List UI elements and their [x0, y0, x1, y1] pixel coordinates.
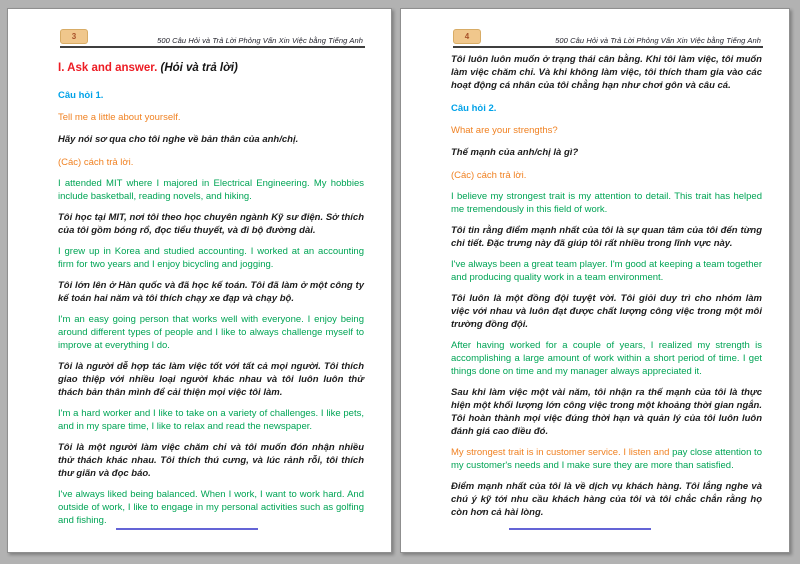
answer-paragraph-en: I'm an easy going person that works well with everyone. I enjoy being around different types of people and I like to always challenge myself to improve at everything I do. — [58, 314, 364, 351]
question-text-vi: Hãy nói sơ qua cho tôi nghe về bản thân của anh/chị. — [58, 134, 299, 145]
footer-divider — [509, 528, 651, 530]
page-content — [451, 53, 762, 527]
question-number-label: Câu hỏi 1. — [58, 90, 104, 101]
answer-paragraph-vi: Tôi là người dễ hợp tác làm việc tốt với tất cả mọi người. Tôi thích giao thiệp với nhiều loại người khác nhau và tôi luôn luôn thử thách bản thân mình để cải thiện mọi việc tôi làm. — [58, 361, 364, 398]
answer-paragraph-en: I believe my strongest trait is my attention to detail. This trait has helped me tremendously in this field of work. — [451, 191, 762, 215]
page-number-badge: 4 — [453, 29, 481, 44]
answer-paragraph-mixed — [451, 446, 762, 472]
question-text-en: What are your strengths? — [451, 125, 558, 136]
page-header — [453, 29, 763, 48]
page — [400, 8, 790, 553]
section-heading — [58, 61, 364, 75]
answers-label: (Các) cách trả lời. — [451, 170, 527, 181]
answer-paragraph-en: After having worked for a couple of years, I realized my strength is accomplishing a large amount of work within a short period of time. I get things done on time and my manager always appreciated it. — [451, 340, 762, 377]
answer-paragraph-vi: Tôi luôn là một đồng đội tuyệt vời. Tôi giỏi duy trì cho nhóm làm việc với nhau và luôn đạt được chất lượng công việc trong một môi trường đồng đội. — [451, 293, 762, 330]
answer-paragraph-en: I've always liked being balanced. When I work, I want to work hard. And outside of work, I like to engage in my personal activities such as golfing and fishing. — [58, 489, 364, 526]
question-number-label: Câu hỏi 2. — [451, 103, 497, 114]
section-heading-part: (Hỏi và trả lời) — [160, 62, 238, 74]
answer-paragraph-en: I attended MIT where I majored in Electrical Engineering. My hobbies include basketball, reading novels, and hiking. — [58, 178, 364, 202]
answer-paragraph-en: I grew up in Korea and studied accounting. I worked at an accounting firm for two years and I enjoy bicycling and jogging. — [58, 246, 364, 270]
question-text-vi: Thế mạnh của anh/chị là gì? — [451, 147, 579, 158]
answer-paragraph-en: I've always been a great team player. I'm good at keeping a team together and producing quality work in a team environment. — [451, 259, 762, 283]
answer-paragraph-vi: Tôi là một người làm việc chăm chỉ và tôi muốn đón nhận nhiều thử thách khác nhau. Tôi thích thú cưng, và lúc rảnh rỗi, tôi thích thư giãn và đọc báo. — [58, 442, 364, 479]
page-content — [58, 53, 364, 535]
answer-paragraph-mixed-part: My strongest trait is in customer service. I listen and — [451, 447, 673, 458]
answers-label: (Các) cách trả lời. — [58, 157, 134, 168]
question-text-en: Tell me a little about yourself. — [58, 112, 181, 123]
answer-paragraph-vi: Điểm mạnh nhất của tôi là về dịch vụ khách hàng. Tôi lắng nghe và chú ý kỹ tới nhu cầu khách hàng của tôi và tôi chắc chắn rằng họ còn hơn cả hài lòng. — [451, 481, 762, 518]
answer-paragraph-en: I'm a hard worker and I like to take on a variety of challenges. I like pets, and in my spare time, I like to relax and read the newspaper. — [58, 408, 364, 432]
answer-paragraph-vi: Tôi lớn lên ở Hàn quốc và đã học kế toán. Tôi đã làm ở một công ty kế toán hai năm và tôi thích chạy xe đạp và chạy bộ. — [58, 280, 364, 304]
page-header — [60, 29, 365, 48]
page — [7, 8, 392, 553]
answer-paragraph-mixed-part: pay close attention to my customer's needs and I make sure they are more than satisfied. — [451, 447, 762, 471]
section-heading-part: I. Ask and answer. — [58, 62, 161, 74]
answer-paragraph-vi: Tôi luôn luôn muốn ở trạng thái cân bằng. Khi tôi làm việc, tôi muốn làm việc chăm chỉ. Và khi không làm việc, tôi thích tham gia vào các hoạt động cá nhân của tôi chẳng hạn như chơi gôn và câu cá. — [451, 54, 762, 91]
answer-paragraph-vi: Tôi học tại MIT, nơi tôi theo học chuyên ngành Kỹ sư điện. Sở thích của tôi gồm bóng rổ, đọc tiểu thuyết, và đi bộ đường dài. — [58, 212, 364, 236]
page-header-title: 500 Câu Hỏi và Trả Lời Phỏng Vấn Xin Việc bằng Tiếng Anh — [555, 36, 761, 45]
footer-divider — [116, 528, 258, 530]
answer-paragraph-vi: Sau khi làm việc một vài năm, tôi nhận ra thế mạnh của tôi là thực hiện một khối lượng lớn công việc trong một khoảng thời gian ngắn. Tôi hoàn thành mọi việc đúng thời hạn và quản lý của tôi luôn luôn đánh giá cao điều đó. — [451, 387, 762, 437]
answer-paragraph-vi: Tôi tin rằng điểm mạnh nhất của tôi là sự quan tâm của tôi đến từng chi tiết. Đặc trưng này đã giúp tôi rất nhiều trong lĩnh vực này. — [451, 225, 762, 249]
page-header-title: 500 Câu Hỏi và Trả Lời Phỏng Vấn Xin Việc bằng Tiếng Anh — [157, 36, 363, 45]
page-number-badge: 3 — [60, 29, 88, 44]
